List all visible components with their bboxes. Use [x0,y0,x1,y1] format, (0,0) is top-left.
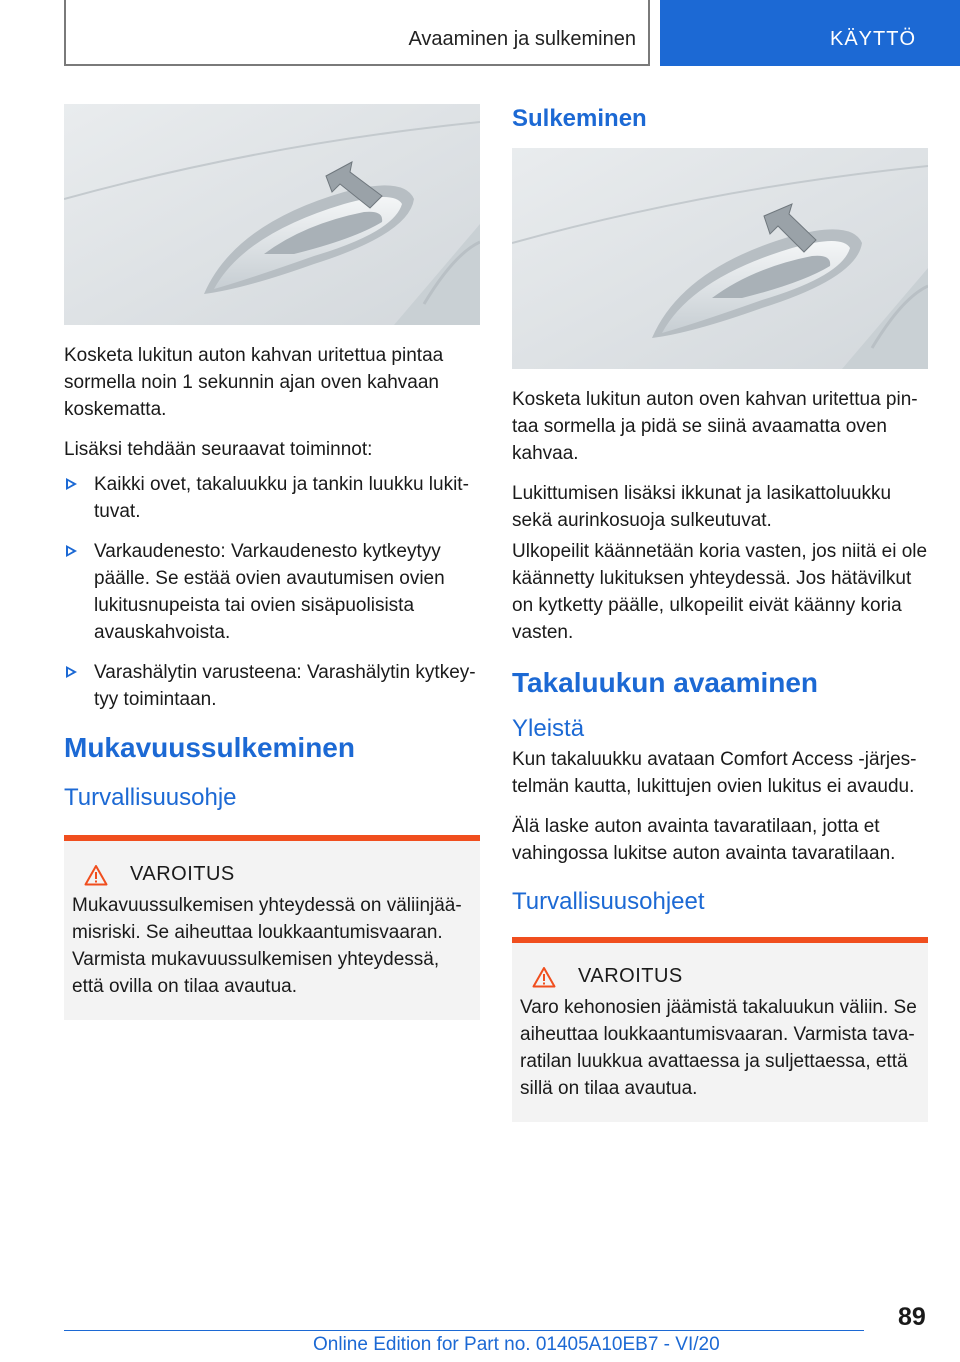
right-paragraph-2: Lukittumisen lisäksi ikkunat ja lasikattoluukku sekä aurinkosuoja sulkeutuvat. [512,483,892,531]
triangle-bullet-icon [66,545,77,557]
left-function-list [64,471,480,713]
right-paragraph-3: Ulkopeilit käännetään koria vasten, jos niitä ei ole käännetty lukituksen yhteydessä. Jos hätävilkut on kytketty päälle, ulkopeilit eivät käänny koria vasten. [512,541,928,643]
heading-closing: Sulkeminen [512,105,647,132]
triangle-bullet-icon [66,666,77,678]
left-column [64,104,480,1020]
heading-safety-notes: Turvallisuusohjeet [512,888,705,915]
list-item: Varkaudenesto: Varkaudenesto kytkeytyy päälle. Se estää ovien avautumisen ovien lukitusnupeista tai ovien sisäpuolisista avauskahvoista. [64,538,480,646]
header-chapter-label: KÄYTTÖ [830,28,917,50]
header-chapter-tab [660,0,960,66]
heading-tailgate-opening: Takaluukun avaaminen [512,667,819,698]
door-handle-photo-unlock [64,104,480,325]
door-handle-photo-lock [512,148,928,369]
footer-edition: Online Edition for Part no. 01405A10EB7 - VI/20 [313,1334,720,1355]
heading-general: Yleistä [512,715,585,742]
header-section-box [64,0,650,66]
warning-box-left [64,835,480,1020]
warning-title: VAROITUS [130,863,235,885]
footer-divider [64,1330,864,1331]
list-item: Varashälytin varusteena: Varashälytin kytkeytyy toimintaan. [64,659,480,713]
right-paragraph-1: Kosketa lukitun auton oven kahvan uritettua pintaa sormella ja pidä se siinä avaamatta oven kahvaa. [512,389,918,464]
heading-comfort-closing: Mukavuussulkeminen [64,732,355,763]
list-item: Kaikki ovet, takaluukku ja tankin luukku lukittuvat. [64,471,480,525]
right-column [512,104,928,1122]
heading-safety-note: Turvallisuusohje [64,784,237,811]
warning-triangle-icon [532,966,556,988]
left-paragraph-1: Kosketa lukitun auton kahvan uritettua pintaa sormella noin 1 sekunnin ajan oven kahvaan koskematta. [64,345,444,420]
right-paragraph-5: Älä laske auton avainta tavaratilaan, jotta et vahingossa lukitse auton avainta tavaratilaan. [512,816,896,864]
triangle-bullet-icon [66,478,77,490]
page-number: 89 [898,1303,926,1331]
warning-triangle-icon [84,864,108,886]
warning-text: Varo kehonosien jäämistä takaluukun väliin. Se aiheuttaa loukkaantumisvaaran. Varmista tavaratilan luukkua avattaessa ja suljettaessa, että sillä on tilaa avautua. [520,997,917,1099]
left-paragraph-2: Lisäksi tehdään seuraavat toiminnot: [64,439,373,460]
warning-title: VAROITUS [578,965,683,987]
warning-box-right [512,937,928,1122]
header-section-title: Avaaminen ja sulkeminen [408,28,636,50]
right-paragraph-4: Kun takaluukku avataan Comfort Access -järjestelmän kautta, lukittujen ovien lukitus ei avaudu. [512,749,917,797]
warning-text: Mukavuussulkemisen yhteydessä on väliinjäämisriski. Se aiheuttaa loukkaantumisvaaran. Varmista mukavuussulkemisen yhteydessä, että ovilla on tilaa avautua. [72,895,462,997]
